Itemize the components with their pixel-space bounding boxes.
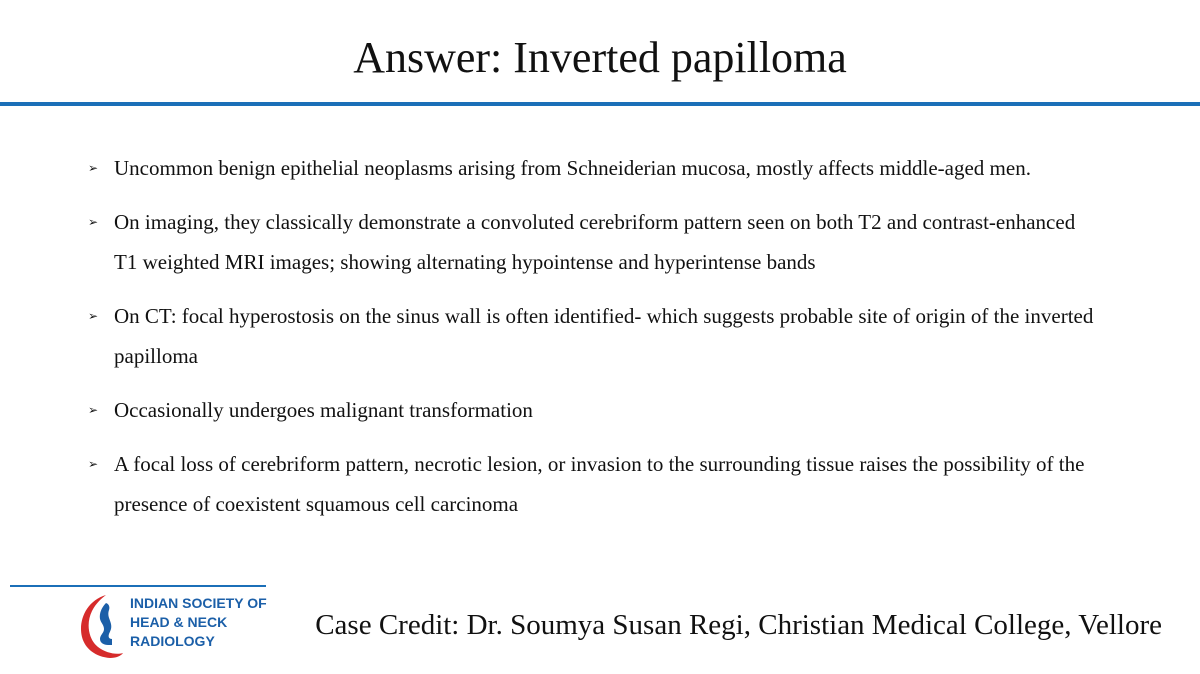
arrow-bullet-icon: ➢ bbox=[88, 215, 99, 229]
society-name-line: INDIAN SOCIETY OF bbox=[130, 595, 267, 611]
case-credit: Case Credit: Dr. Soumya Susan Regi, Christian Medical College, Vellore bbox=[315, 609, 1162, 641]
bullet-list bbox=[88, 148, 1098, 538]
society-name bbox=[130, 594, 267, 651]
society-name-line: RADIOLOGY bbox=[130, 633, 215, 649]
bullet-item bbox=[88, 296, 1098, 376]
arrow-bullet-icon: ➢ bbox=[88, 403, 99, 417]
bullet-text: Uncommon benign epithelial neoplasms arising from Schneiderian mucosa, mostly affects middle-aged men. bbox=[114, 156, 1031, 180]
bullet-text: A focal loss of cerebriform pattern, necrotic lesion, or invasion to the surrounding tissue raises the possibility of the presence of coexistent squamous cell carcinoma bbox=[114, 452, 1085, 516]
bullet-item bbox=[88, 148, 1098, 188]
bullet-item bbox=[88, 390, 1098, 430]
arrow-bullet-icon: ➢ bbox=[88, 309, 99, 323]
bullet-item bbox=[88, 444, 1098, 524]
footer-divider bbox=[10, 585, 266, 587]
society-logo-icon bbox=[76, 591, 124, 663]
society-name-line: HEAD & NECK bbox=[130, 614, 228, 630]
bullet-text: Occasionally undergoes malignant transformation bbox=[114, 398, 533, 422]
title-divider bbox=[0, 102, 1200, 106]
bullet-text: On imaging, they classically demonstrate a convoluted cerebriform pattern seen on both T2 and contrast-enhanced T1 weighted MRI images; showing alternating hypointense and hyperintense bands bbox=[114, 210, 1076, 274]
bullet-text: On CT: focal hyperostosis on the sinus wall is often identified- which suggests probable site of origin of the inverted papilloma bbox=[114, 304, 1094, 368]
slide-title: Answer: Inverted papilloma bbox=[353, 33, 847, 82]
arrow-bullet-icon: ➢ bbox=[88, 457, 99, 471]
bullet-item bbox=[88, 202, 1098, 282]
arrow-bullet-icon: ➢ bbox=[88, 161, 99, 175]
